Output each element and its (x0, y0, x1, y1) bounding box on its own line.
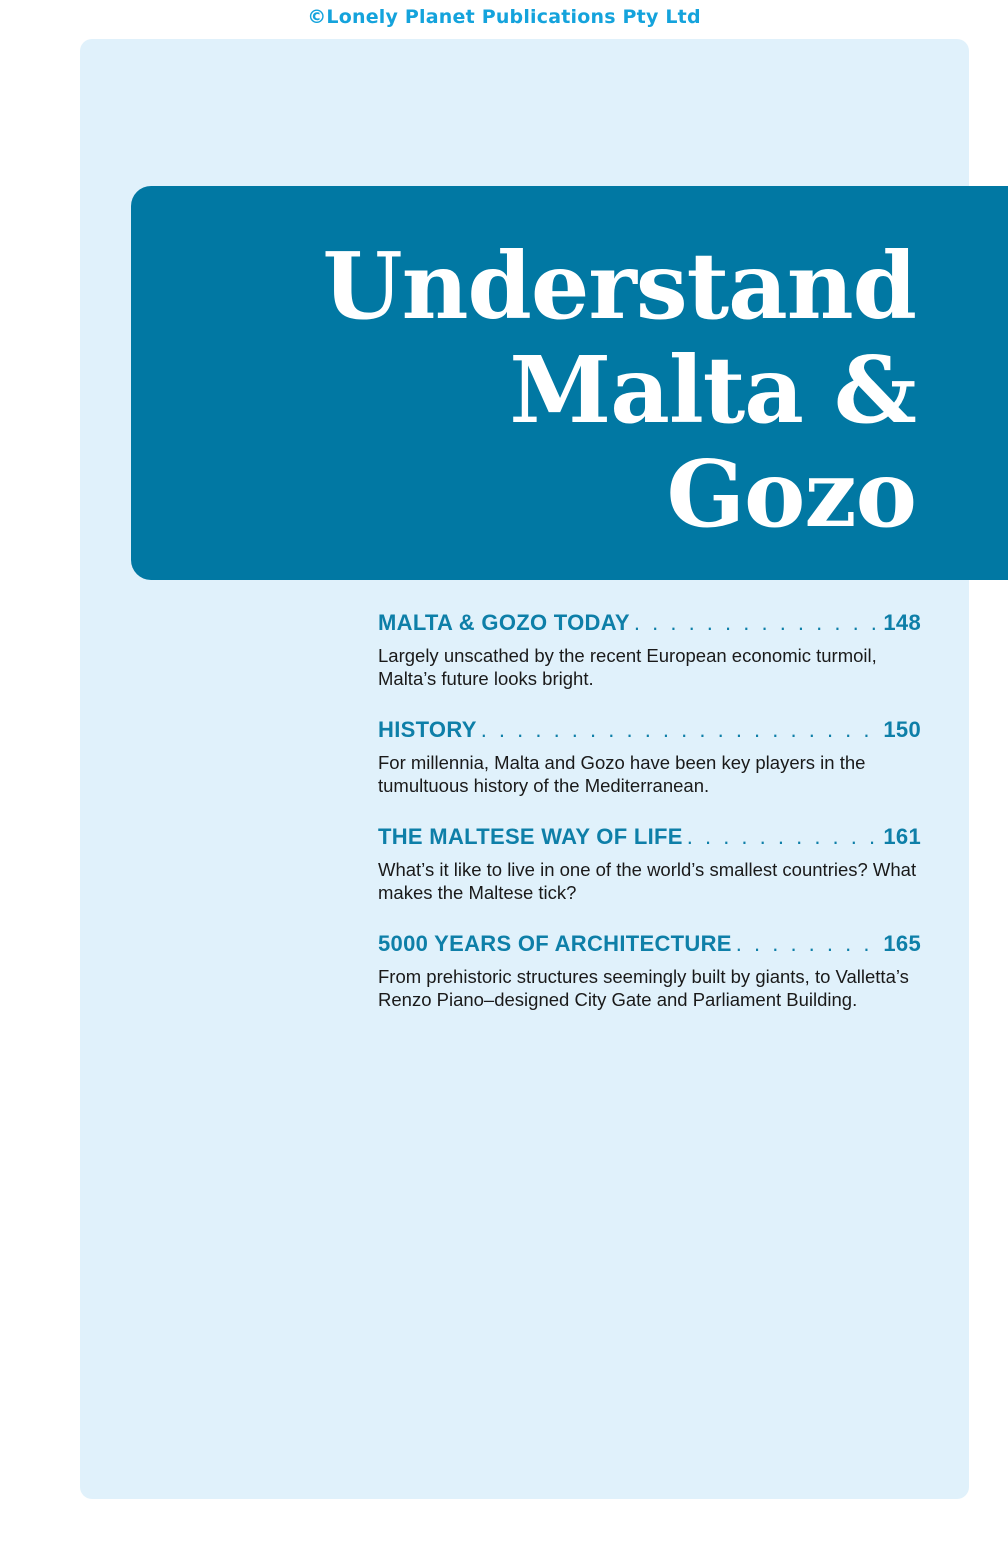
toc-description: From prehistoric structures seemingly built by giants, to Valletta’s Renzo Piano–designed City Gate and Parliament Building. (378, 966, 909, 1010)
toc-leader-dots (736, 931, 880, 957)
toc-page-number[interactable]: 150 (883, 717, 921, 742)
toc-description: For millennia, Malta and Gozo have been key players in the tumultuous history of the Mediterranean. (378, 752, 866, 796)
toc-entry-architecture[interactable] (378, 931, 921, 1011)
toc-heading-row[interactable] (378, 717, 921, 743)
toc-heading-row[interactable] (378, 824, 921, 850)
toc-leader-dots (481, 717, 880, 743)
page-title (322, 234, 916, 546)
title-line-2: Malta & (509, 336, 916, 444)
toc-heading[interactable]: HISTORY (378, 717, 477, 742)
toc-description: What’s it like to live in one of the world’s smallest countries? What makes the Maltese tick? (378, 859, 917, 903)
toc-entry-today[interactable] (378, 610, 921, 690)
toc-entry-history[interactable] (378, 717, 921, 797)
copyright-notice: ©Lonely Planet Publications Pty Ltd (307, 6, 701, 28)
toc-leader-dots (634, 610, 880, 636)
toc-page-number[interactable]: 165 (883, 931, 921, 956)
toc-page-number[interactable]: 161 (883, 824, 921, 849)
title-line-3: Gozo (666, 440, 916, 548)
toc-heading-row[interactable] (378, 610, 921, 636)
table-of-contents (378, 610, 921, 1038)
title-line-1: Understand (322, 232, 916, 340)
toc-heading[interactable]: MALTA & GOZO TODAY (378, 610, 630, 635)
toc-entry-way-of-life[interactable] (378, 824, 921, 904)
toc-page-number[interactable]: 148 (883, 610, 921, 635)
toc-heading-row[interactable] (378, 931, 921, 957)
toc-heading[interactable]: THE MALTESE WAY OF LIFE (378, 824, 683, 849)
toc-leader-dots (687, 824, 880, 850)
toc-description: Largely unscathed by the recent European economic turmoil, Malta’s future looks bright. (378, 645, 877, 689)
toc-heading[interactable]: 5000 YEARS OF ARCHITECTURE (378, 931, 732, 956)
